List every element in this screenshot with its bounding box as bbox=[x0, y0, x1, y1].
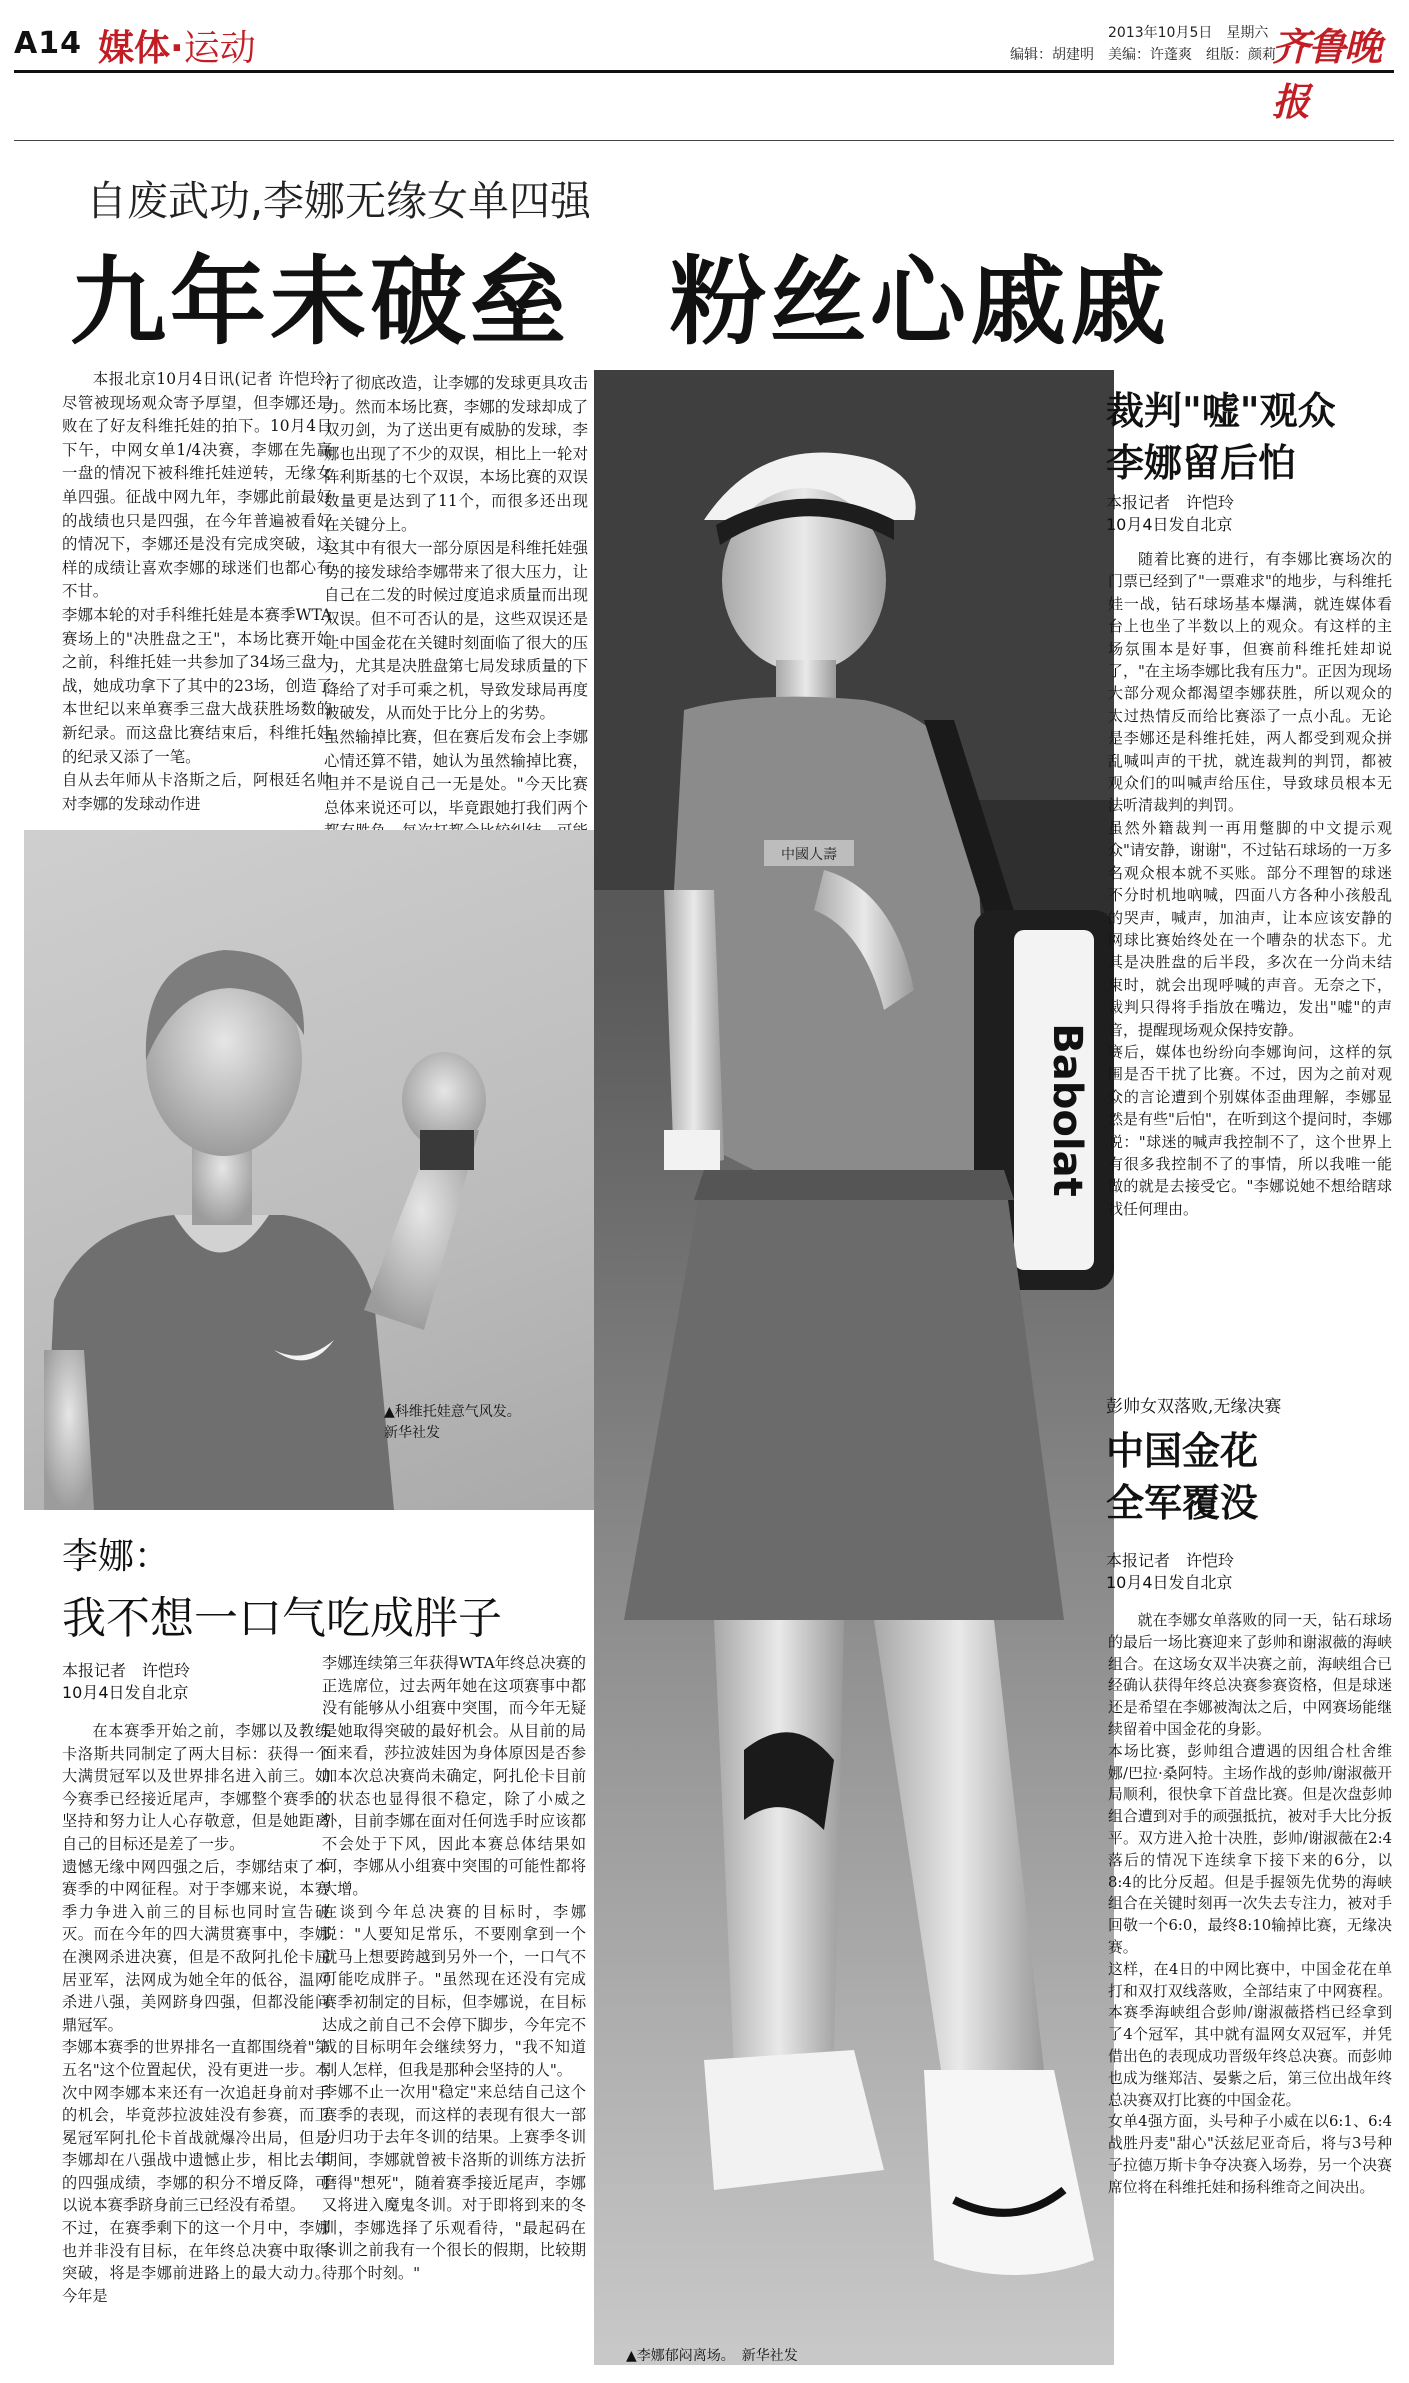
main-kicker: 自废武功,李娜无缘女单四强 bbox=[86, 177, 592, 225]
interview-kicker: 李娜： bbox=[62, 1536, 171, 1577]
ref-headline-1: 裁判"嘘"观众 bbox=[1106, 389, 1336, 433]
masthead-logo: 齐鲁晚报 bbox=[1272, 24, 1381, 124]
ref-headline-2: 李娜留后怕 bbox=[1106, 441, 1297, 485]
page-code: A14 bbox=[14, 26, 82, 61]
lina-sponsor-text: 中國人壽 bbox=[781, 847, 837, 863]
section-label bbox=[98, 20, 256, 71]
interview-byline-1: 本报记者 许恺玲 bbox=[62, 1661, 191, 1680]
ref-byline-2: 10月4日发自北京 bbox=[1106, 515, 1233, 534]
peng-kicker: 彭帅女双落败,无缘决赛 bbox=[1106, 1397, 1282, 1417]
interview-byline-2: 10月4日发自北京 bbox=[62, 1683, 189, 1702]
lina-bag-text: Babolat bbox=[1044, 1023, 1090, 1197]
subsection-name: 运动 bbox=[183, 28, 256, 69]
interview-headline: 我不想一口气吃成胖子 bbox=[62, 1593, 502, 1644]
ref-body: 随着比赛的进行，有李娜比赛场次的门票已经到了"一票难求"的地步，与科维托娃一战，钻石球场基本爆满，就连媒体看台上也坐了半数以上的观众。有这样的主场氛围本是好事，但赛前科维托娃却说了，"在主场李娜比我有压力"。正因为现场大部分观众都渴望李娜获胜，所以观众的太过热情反而给比赛添了一点小乱。无论是李娜还是科维托娃，两人都受到观众拼乱喊叫声的干扰，就连裁判的判罚，都被观众们的叫喊声给压住，导致球员根本无法听清裁判的判罚。 虽然外籍裁判一再用蹩脚的中文提示观众"请安静，谢谢"，不过钻石球场的一万多名观众根本就不买账。部分不理智的球迷不分时机地吶喊，四面八方各种小孩般乱的哭声，喊声，加油声，让本应该安静的网球比赛始终处在一个嘈杂的状态下。尤其是决胜盘的后半段，多次在一分尚未结束时，就会出现呼喊的声音。无奈之下，裁判只得将手指放在嘴边，发出"嘘"的声音，提醒现场观众保持安静。 赛后，媒体也纷纷向李娜询问，这样的氛围是否干扰了比赛。不过，因为之前对观众的言论遭到个别媒体歪曲理解，李娜显然是有些"后怕"，在听到这个提问时，李娜说："球迷的喊声我控制不了，这个世界上有很多我控制不了的事情，所以我唯一能做的就是去接受它。"李娜说她不想给瞎球找任何理由。 bbox=[1108, 550, 1392, 1218]
main-article-col2: 行了彻底改造，让李娜的发球更具攻击力。然而本场比赛，李娜的发球却成了双刃剑，为了送出更有威胁的发球，李娜也出现了不少的双误，相比上一轮对阵利斯基的七个双误，本场比赛的双误数量更是达到了11个，而很多还出现在关键分上。 这其中有很大一部分原因是科维托娃强势的接发球给李娜带来了很大压力，让自己在二发的时候过度追求质量而出现双误。但不可否认的是，这些双误还是让中国金花在关键时刻面临了很大的压力，尤其是决胜盘第七局发球质量的下降给了对手可乘之机，导致发球局再度被破发，从而处于比分上的劣势。 虽然输掉比赛，但在赛后发布会上李娜心情还算不错，她认为虽然输掉比赛，但并不是说自己一无是处。"今天比赛总体来说还可以，毕竟跟她打我们两个 bbox=[324, 374, 588, 817]
lina-caption: ▲李娜郁闷离场。 新华社发 bbox=[626, 2348, 798, 2364]
lina-photo bbox=[594, 370, 1114, 2365]
peng-body: 就在李娜女单落败的同一天，钻石球场的最后一场比赛迎来了彭帅和谢淑薇的海峡组合。在这场女双半决赛之前，海峡组合已经确认获得年终总决赛参赛资格，但是球迷还是希望在李娜被淘汰之后，中网赛场能继续留着中国金花的身影。 本场比赛，彭帅组合遭遇的因组合杜舍维娜/巴拉·桑阿特。主场作战的彭帅/谢淑薇开局顺利，很快拿下首盘比赛。但是次盘彭帅组合遭到对手的顽强抵抗，被对手大比分扳平。双方进入抢十决胜，彭帅/谢淑薇在2:4落后的情况下连续拿下接下来的6分，以8:4的比分反超。但是手握领先优势的海峡组合在关键时刻再一次失去专注力，被对手回敬一个6:0，最终8:10输掉比赛，无缘决赛。 这样，在4日的中网比赛中，中国金花在单打和双打双线落败，全部结束了中网赛程。本赛季海峡组合彭帅/谢淑薇搭档已经拿到了4个冠军，其中就有温网女双冠军，并凭借出色的表现成功晋级年终总决赛。而彭帅也成为继郑洁、晏紫之后，第三位出战年终总决赛双打比赛的中国金花。 女单4强方面，头号种子小威在以6:1、6:4战胜丹麦"甜心"沃兹尼亚奇后，将与3号种子拉德万斯卡争夺决赛入场券，另一个决赛席位将在科维托娃和扬科维奇之间决出。 bbox=[1108, 1612, 1392, 2196]
peng-headline-1: 中国金花 bbox=[1106, 1429, 1259, 1473]
kvitova-caption: ▲科维托娃意气风发。 新华社发 bbox=[384, 1404, 528, 1441]
peng-headline-2: 全军覆没 bbox=[1106, 1481, 1259, 1525]
staff-line: 编辑：胡建明 美编：许蓬爽 组版：颜莉 bbox=[1010, 47, 1276, 63]
ref-byline-1: 本报记者 许恺玲 bbox=[1106, 493, 1235, 512]
section-dot: · bbox=[170, 28, 184, 69]
peng-byline-2: 10月4日发自北京 bbox=[1106, 1573, 1233, 1592]
peng-byline-1: 本报记者 许恺玲 bbox=[1106, 1551, 1235, 1570]
main-article-col1: 本报北京10月4日讯(记者 许恺玲) 尽管被现场观众寄予厚望，但李娜还是败在了好友科维托娃的拍下。10月4日下午，中网女单1/4决赛，李娜在先赢一盘的情况下被科维托娃逆转，无缘女单四强。征战中网九年，李娜此前最好的战绩也只是四强，在今年普遍被看好的情况下，李娜还是没有完成突破，这样的成绩让喜欢李娜的球迷们也都心有不甘。 李娜本轮的对手科维托娃是本赛季WTA赛场上的"决胜盘之王"，本场比赛开始之前，科维托娃一共参加了34场三盘大战，她成功拿下了其中的23场，创造了本世纪以来单赛季三盘大战获胜场数的新纪录。而这盘比赛结束后，科维托娃的纪录又添了一笔。 自从去年师从卡洛斯之后，阿根廷名帅对李娜的发球动作进 bbox=[62, 370, 332, 813]
main-headline: 九年未破垒 粉丝心戚戚 bbox=[70, 246, 1170, 358]
header-rule-thin bbox=[14, 140, 1394, 141]
header-rule bbox=[14, 70, 1394, 73]
interview-col1: 在本赛季开始之前，李娜以及教练卡洛斯共同制定了两大目标：获得一个大满贯冠军以及世界排名进入前三。如今赛季已经接近尾声，李娜整个赛季的坚持和努力让人心存敬意，但是她距离自己的目标还是差了一步。 遗憾无缘中网四强之后，李娜结束了本赛季的中网征程。对于李娜来说，本赛季力争进入前三的目标也同时宣告破灭。而在今年的四大满贯赛事中，李娜在澳网杀进决赛，但是不敌阿扎伦卡屈居亚军，法网成为她全年的低谷，温网杀进八强，美网跻身四强，但都没能问鼎冠军。 李娜本赛季的世界排名一直都围绕着"第五名"这个位置起伏，没有更进一步。本次中网李娜本来还有一次追赶身前对手的机会，毕竟莎拉波娃没有参赛，而卫冕冠军阿扎伦卡首战就爆冷出局，但是李娜却在八强战中遗憾止步，相比去年的四强成绩，李娜的积分不增反降，可以说本赛季跻身前三已经没有希望。 不过，在赛季剩下的这一个月中，李娜也并非没有目标，在年终总决赛中取得突破，将是李娜前进路上的最大动力。今年是 bbox=[62, 1722, 330, 2305]
date-line: 2013年10月5日 星期六 bbox=[1108, 25, 1269, 41]
section-name: 媒体 bbox=[98, 28, 171, 69]
interview-col2: 李娜连续第三年获得WTA年终总决赛的正选席位，过去两年她在这项赛事中都没有能够从小组赛中突围，而今年无疑是她取得突破的最好机会。从目前的局面来看，莎拉波娃因为身体原因是否参加本次总决赛尚未确定，阿扎伦卡目前的状态也显得很不稳定，除了小威之外，目前李娜在面对任何选手时应该都不会处于下风，因此本赛总体结果如何，李娜从小组赛中突围的可能性都将大增。 在谈到今年总决赛的目标时，李娜说："人要知足常乐，不要刚拿到一个就马上想要跨越到另外一个，一口气不可能吃成胖子。"虽然现在还没有完成赛季初制定的目标，但李娜说，在目标达成之前自己不会停下脚步，今年完不成的目标明年会继续努力，"我不知道别人怎样，但我是那种会坚持的人"。 李娜不止一次用"稳定"来总结自己这个赛季的表现，而这样的表现有很大一部分归功于去年冬训的结果。上赛季冬训期间，李娜就曾被卡洛斯的训练方法折磨得"想死"，随着赛季接近尾声，李娜又将进入魔鬼冬训。对于即将到来的冬训，李娜选择了乐观看待，"最起码在冬训之前我有一个很长的假期，比较期待那个时刻。" bbox=[322, 1654, 586, 2283]
